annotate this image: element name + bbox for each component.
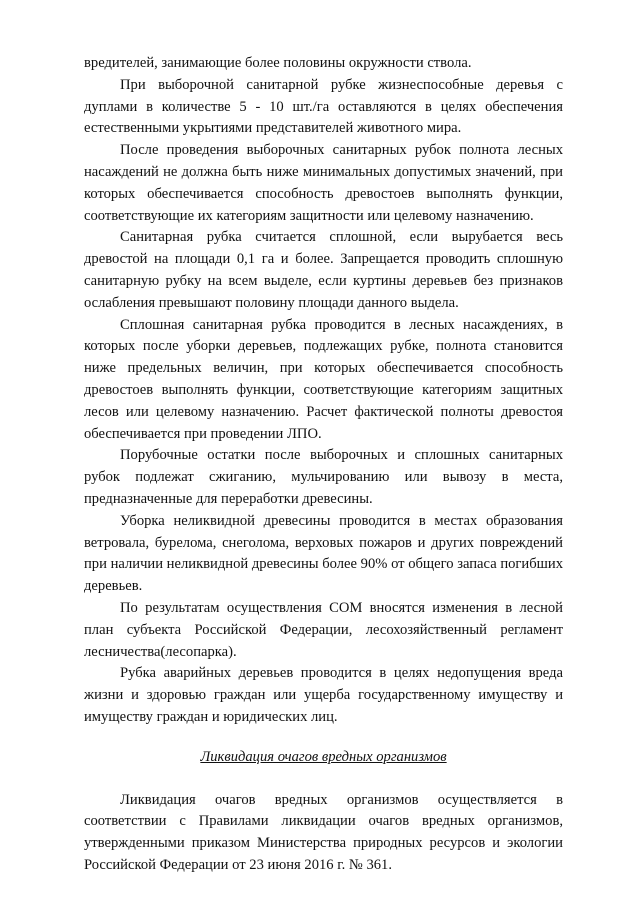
document-page (84, 53, 563, 877)
paragraph-logging-residues: Порубочные остатки после выборочных и сплошных санитарных рубок подлежат сжиганию, мульчированию или вывозу в места, предназначенные для переработки древесины. (84, 447, 563, 507)
paragraph-hazard-trees: Рубка аварийных деревьев проводится в целях недопущения вреда жизни и здоровью граждан или ущерба государственному имуществу и имуществу граждан и юридических лиц. (84, 665, 563, 725)
paragraph-clear-cut-conditions: Сплошная санитарная рубка проводится в лесных насаждениях, в которых после уборки деревьев, подлежащих рубке, полнота становится ниже предельных величин, при которых обеспечивается способность древостоев выполнять функции, соответствующие категориям защитных лесов или целевому назначению. Расчет фактической полноты древостоя обеспечивается при проведении ЛПО. (84, 316, 563, 442)
paragraph-pest-foci: Ликвидация очагов вредных организмов осуществляется в соответствии с Правилами ликвидации очагов вредных организмов, утвержденными приказом Министерства природных ресурсов и экологии Российской Федерации от 23 июня 2016 г. № 361. (84, 791, 563, 873)
paragraph-hollow-trees: При выборочной санитарной рубке жизнеспособные деревья с дуплами в количестве 5 - 10 шт./га оставляются в целях обеспечения естественными укрытиями представителей животного мира. (84, 76, 563, 137)
paragraph-illiquid-wood: Уборка неликвидной древесины проводится в местах образования ветровала, бурелома, снеголома, верховых пожаров и других повреждений при наличии неликвидной древесины более 90% от общего запаса погибших деревьев. (84, 512, 563, 595)
paragraph-selective-density: После проведения выборочных санитарных рубок полнота лесных насаждений не должна быть ниже минимальных допустимых значений, при которых обеспечивается способность древостоев выполнять функции, соответствующие их категориям защитности или целевому назначению. (84, 142, 563, 224)
paragraph-clear-cut-definition: Санитарная рубка считается сплошной, если вырубается весь древостой на площади 0,1 га и более. Запрещается проводить сплошную санитарную рубку на всем выделе, если куртины деревьев без признаков ослабления превышают половину площади данного выдела. (84, 229, 563, 311)
section-heading: Ликвидация очагов вредных организмов (200, 748, 447, 765)
paragraph-forest-plan-changes: По результатам осуществления СОМ вносятся изменения в лесной план субъекта Российской Федерации, лесохозяйственный регламент лесничества(лесопарка). (84, 599, 563, 660)
paragraph-continuation: вредителей, занимающие более половины окружности ствола. (84, 55, 472, 71)
